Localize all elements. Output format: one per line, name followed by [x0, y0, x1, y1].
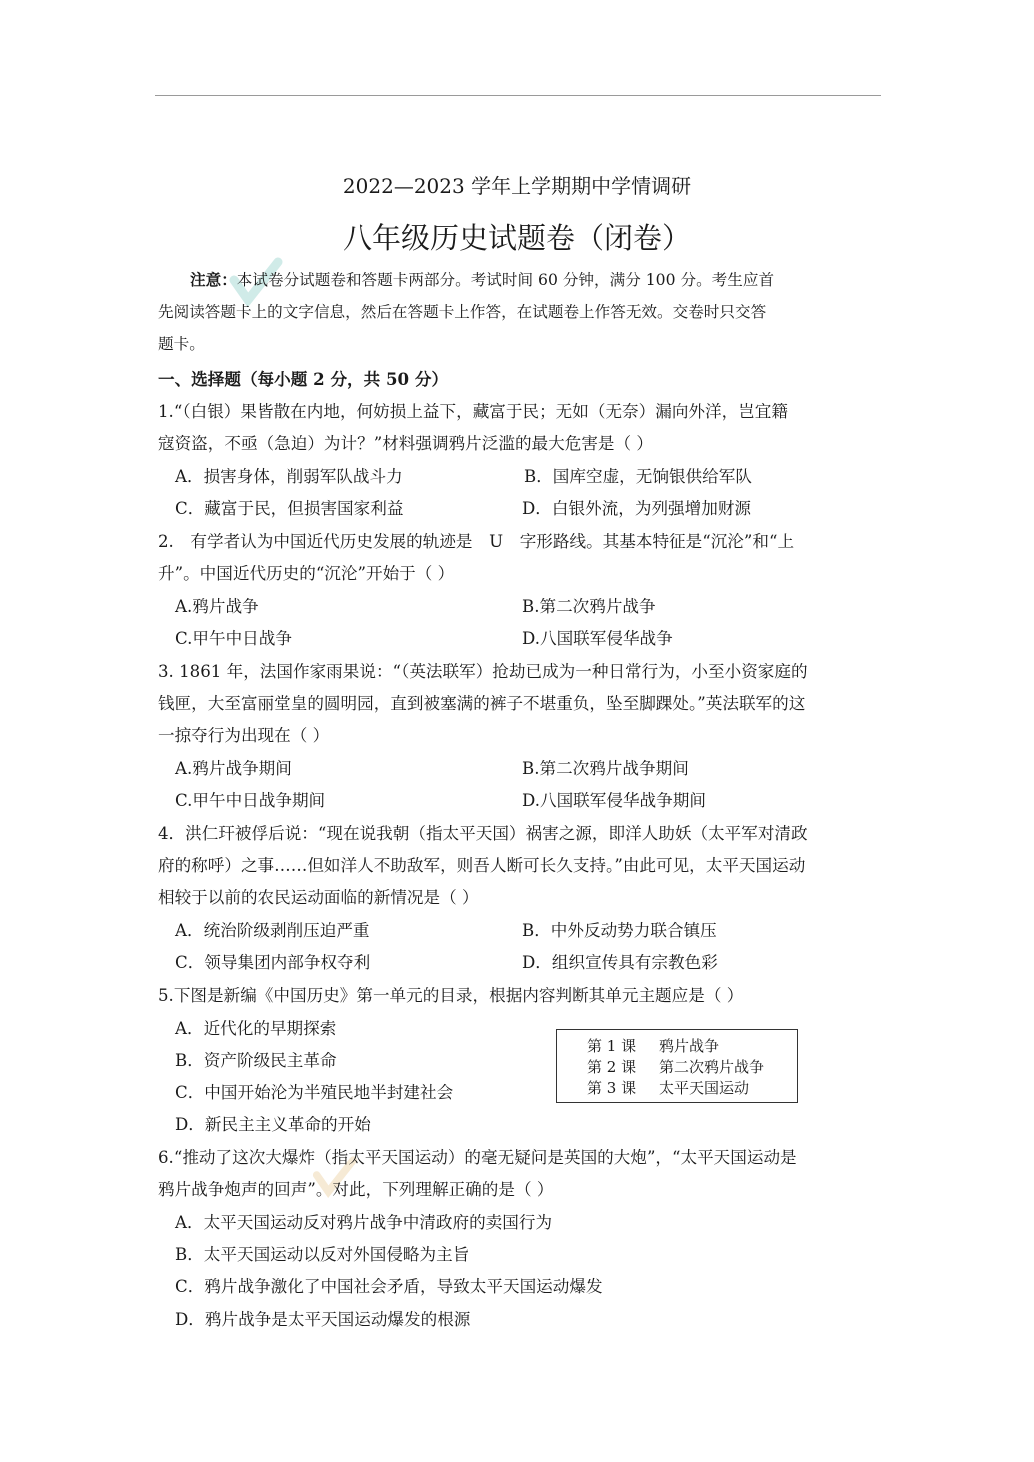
- question-4-stem: 相较于以前的农民运动面临的新情况是（ ）: [158, 888, 479, 907]
- question-2-stem: 2. 有学者认为中国近代历史发展的轨迹是 U 字形路线。其基本特征是“沉沦”和“上: [158, 532, 795, 551]
- question-4-option-a: A．统治阶级剥削压迫严重: [175, 921, 370, 940]
- question-1-stem: 1.“（白银）果皆散在内地，何妨损上益下，藏富于民；无如（无奈）漏向外洋，岂宜籍: [158, 402, 788, 421]
- question-3-option-c: C.甲午中日战争期间: [175, 791, 326, 810]
- question-4-stem: 府的称呼）之事……但如洋人不助敌军，则吾人断可长久支持。”由此可见，太平天国运动: [158, 856, 806, 875]
- question-1-option-a: A．损害身体，削弱军队战斗力: [175, 467, 403, 486]
- exam-subtitle: 2022—2023 学年上学期期中学情调研: [342, 174, 692, 198]
- question-3-stem: 钱匣，大至富丽堂皇的圆明园，直到被塞满的裤子不堪重负，坠至脚踝处。”英法联军的这: [158, 694, 806, 713]
- question-2-option-b: B.第二次鸦片战争: [522, 597, 656, 616]
- question-5-stem: 5.下图是新编《中国历史》第一单元的目录，根据内容判断其单元主题应是（ ）: [158, 986, 744, 1005]
- question-2-option-c: C.甲午中日战争: [175, 629, 292, 648]
- question-3-stem: 一掠夺行为出现在（ ）: [158, 726, 330, 745]
- question-3-option-a: A.鸦片战争期间: [175, 759, 292, 778]
- question-3-stem: 3. 1861 年，法国作家雨果说：“（英法联军）抢劫已成为一种日常行为，小至小资家庭的: [158, 662, 808, 681]
- question-6-option-b: B．太平天国运动以反对外国侵略为主旨: [175, 1245, 470, 1264]
- notice-block: [158, 264, 878, 360]
- question-2-option-a: A.鸦片战争: [175, 597, 259, 616]
- question-4-stem: 4．洪仁玕被俘后说：“现在说我朝（指太平天国）祸害之源，即洋人助妖（太平军对清政: [158, 824, 808, 843]
- question-1-option-c: C．藏富于民，但损害国家利益: [175, 499, 404, 518]
- question-6-stem: 鸦片战争炮声的回声”。对此，下列理解正确的是（ ）: [158, 1180, 554, 1199]
- question-5-option-d: D．新民主主义革命的开始: [175, 1115, 371, 1134]
- toc-row: 第 2 课 第二次鸦片战争: [587, 1058, 765, 1076]
- question-4-option-d: D．组织宣传具有宗教色彩: [522, 953, 718, 972]
- question-5-option-b: B．资产阶级民主革命: [175, 1051, 337, 1070]
- question-1-option-b: B．国库空虚，无饷银供给军队: [524, 467, 752, 486]
- question-6-option-a: A．太平天国运动反对鸦片战争中清政府的卖国行为: [175, 1213, 553, 1232]
- question-2-option-d: D.八国联军侵华战争: [522, 629, 673, 648]
- toc-row: 第 1 课 鸦片战争: [587, 1037, 720, 1055]
- question-6-option-d: D．鸦片战争是太平天国运动爆发的根源: [175, 1310, 471, 1329]
- question-4-option-b: B．中外反动势力联合镇压: [522, 921, 717, 940]
- toc-row: 第 3 课 太平天国运动: [587, 1079, 750, 1097]
- question-1-stem: 寇资盗，不亟（急迫）为计？”材料强调鸦片泛滥的最大危害是（ ）: [158, 434, 653, 453]
- question-5-option-c: C．中国开始沦为半殖民地半封建社会: [175, 1083, 454, 1102]
- question-5-option-a: A．近代化的早期探索: [175, 1019, 337, 1038]
- section-heading: 一、选择题（每小题 2 分，共 50 分）: [158, 369, 449, 389]
- question-1-option-d: D．白银外流，为列强增加财源: [522, 499, 752, 518]
- notice-text: 题卡。: [158, 335, 205, 353]
- question-4-option-c: C．领导集团内部争权夺利: [175, 953, 371, 972]
- notice-text: 本试卷分试题卷和答题卡两部分。考试时间 60 分钟，满分 100 分。考生应首: [236, 271, 775, 289]
- notice-text: 先阅读答题卡上的文字信息，然后在答题卡上作答，在试题卷上作答无效。交卷时只交答: [158, 303, 767, 321]
- notice-label: 注意：: [190, 270, 237, 289]
- question-2-stem: 升”。中国近代历史的“沉沦”开始于（ ）: [158, 564, 455, 583]
- question-3-option-b: B.第二次鸦片战争期间: [522, 759, 689, 778]
- top-rule: [155, 95, 881, 96]
- question-6-option-c: C．鸦片战争激化了中国社会矛盾，导致太平天国运动爆发: [175, 1277, 603, 1296]
- table-of-contents-box: [556, 1029, 798, 1103]
- question-3-option-d: D.八国联军侵华战争期间: [522, 791, 706, 810]
- question-6-stem: 6.“推动了这次大爆炸（指太平天国运动）的毫无疑问是英国的大炮”，“太平天国运动是: [158, 1148, 797, 1167]
- exam-title: 八年级历史试题卷（闭卷）: [342, 221, 691, 255]
